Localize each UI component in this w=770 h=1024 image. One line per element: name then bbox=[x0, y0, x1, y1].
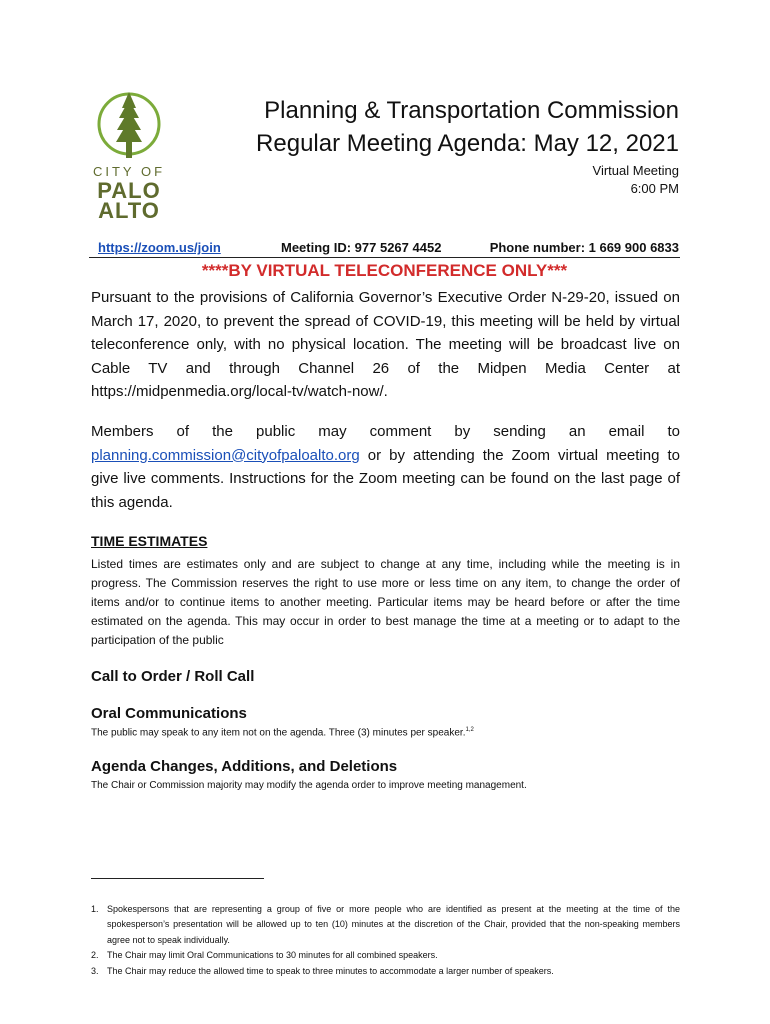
oral-text: The public may speak to any item not on the agenda. Three (3) minutes per speaker. bbox=[91, 727, 466, 739]
footnote-item bbox=[91, 902, 680, 948]
footnote-number: 1. bbox=[91, 904, 99, 914]
public-comment-text-after: or by attending the Zoom virtual meeting to give live comments. Instructions for the Zoom meeting can be found on the last page of this agenda. bbox=[91, 446, 680, 511]
footnote-ref: 1,2 bbox=[465, 727, 474, 733]
time-estimates-heading: TIME ESTIMATES bbox=[91, 533, 208, 549]
time-estimates-text: Listed times are estimates only and are subject to change at any time, including while the meeting is in progress. The Commission reserves the right to use more or less time on any item, to change the order of items and/or to continue items to another meeting. Particular items may be heard before or after the time estimated on the agenda. This may occur in order to best manage the time at a meeting or to adapt to the participation of the public bbox=[91, 557, 680, 647]
header-divider bbox=[89, 257, 680, 258]
footnote-text: The Chair may reduce the allowed time to speak to three minutes to accommodate a larger number of speakers. bbox=[107, 965, 554, 976]
footnote-text: The Chair may limit Oral Communications to 30 minutes for all combined speakers. bbox=[107, 950, 438, 961]
meeting-type: Virtual Meeting bbox=[592, 163, 679, 178]
city-logo bbox=[89, 86, 169, 221]
public-comment-text-before: Members of the public may comment by sending an email to bbox=[91, 423, 680, 440]
logo-alto-text: ALTO bbox=[98, 198, 160, 223]
agenda-changes-text: The Chair or Commission majority may modify the agenda order to improve meeting management. bbox=[91, 780, 527, 791]
tree-icon bbox=[89, 86, 169, 164]
footnotes-list bbox=[91, 902, 680, 979]
logo-palo-text: PALO bbox=[97, 178, 161, 203]
footnote-number: 2. bbox=[91, 950, 99, 961]
intro-paragraph: Pursuant to the provisions of California Governor’s Executive Order N-29-20, issued on March 17, 2020, to prevent the spread of COVID-19, this meeting will be held by virtual teleconference only, with no physical location. The meeting will be broadcast live on Cable TV and through Channel 26 of the Midpen Media Center at https://midpenmedia.org/local-tv/watch-now/. bbox=[91, 289, 680, 400]
oral-communications-heading: Oral Communications bbox=[91, 705, 247, 722]
meeting-id: Meeting ID: 977 5267 4452 bbox=[281, 240, 442, 255]
agenda-changes-heading: Agenda Changes, Additions, and Deletions bbox=[91, 758, 398, 775]
public-comment-paragraph bbox=[91, 420, 680, 514]
logo-city-text: CITY OF bbox=[92, 164, 166, 179]
footnote-divider bbox=[91, 878, 264, 879]
oral-communications-text bbox=[91, 727, 474, 738]
footnote-text: Spokespersons that are representing a group of five or more people who are identified as present at the meeting at the time of the spokesperson’s presentation will be allowed up to ten (10) minutes at the discretion of the Chair, provided that the non-speaking members agree not to speak individually. bbox=[107, 904, 680, 945]
page-title-line2: Regular Meeting Agenda: May 12, 2021 bbox=[256, 130, 679, 157]
call-to-order-heading: Call to Order / Roll Call bbox=[91, 668, 255, 685]
footnote-item bbox=[91, 948, 680, 963]
zoom-link[interactable]: https://zoom.us/join bbox=[98, 240, 221, 255]
commission-email-link[interactable]: planning.commission@cityofpaloalto.org bbox=[91, 446, 360, 464]
footnote-item bbox=[91, 964, 680, 979]
phone-number: Phone number: 1 669 900 6833 bbox=[489, 240, 679, 255]
page-title-line1: Planning & Transportation Commission bbox=[264, 97, 679, 124]
footnote-number: 3. bbox=[91, 965, 99, 976]
meeting-time: 6:00 PM bbox=[630, 181, 679, 196]
teleconference-banner: ****BY VIRTUAL TELECONFERENCE ONLY*** bbox=[201, 261, 568, 280]
